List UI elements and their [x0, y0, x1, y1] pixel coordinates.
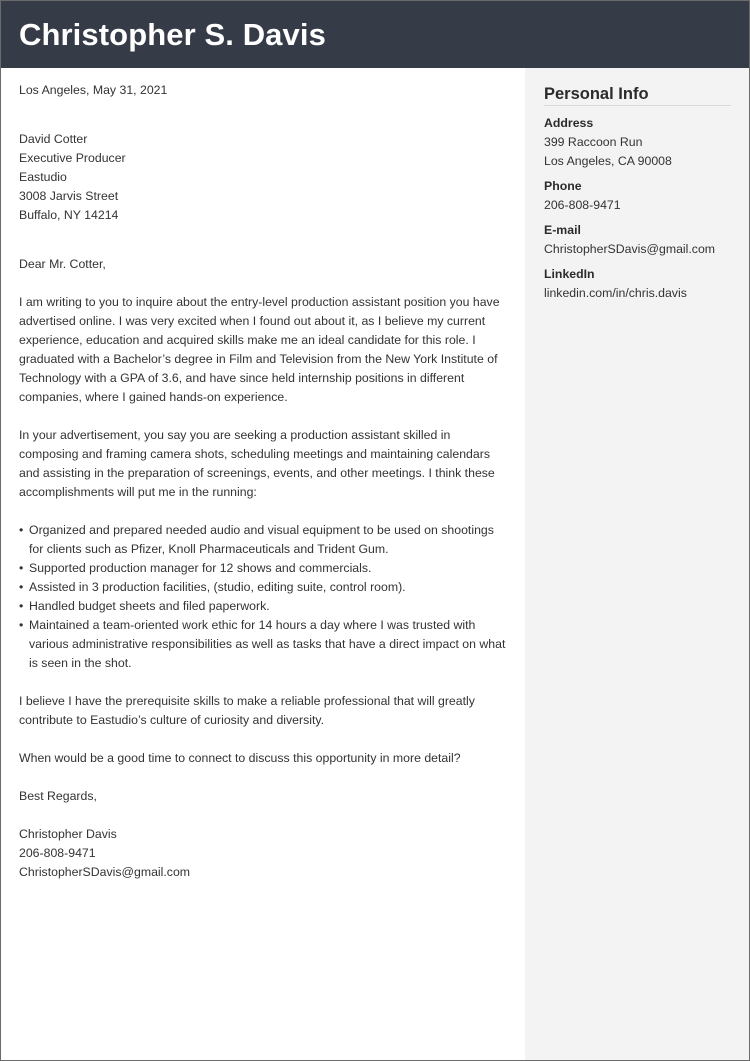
phone-value: 206-808-9471 [544, 198, 621, 212]
list-item: • Supported production manager for 12 shows and commercials. [19, 559, 509, 578]
salutation: Dear Mr. Cotter, [19, 257, 106, 271]
closing: Best Regards, [19, 789, 97, 803]
address-label: Address [544, 116, 594, 130]
place-date: Los Angeles, May 31, 2021 [19, 83, 168, 97]
phone-label: Phone [544, 179, 582, 193]
accomplishments-list [19, 521, 509, 673]
personal-info-sidebar [525, 68, 749, 1060]
paragraph-intro: I am writing to you to inquire about the entry-level production assistant position you have advertised online. I was very excited when I found out about it, as I believe my current experience, education and acquired skills make me an ideal candidate for this role. I graduated with a Bachelor’s degree in Film and Television from the New York Institute of Technology with a GPA of 3.6, and have since held internship positions in different companies, where I gained hands-on experience. [19, 295, 500, 404]
recipient-title: Executive Producer [19, 151, 126, 165]
paragraph-advertisement: In your advertisement, you say you are seeking a production assistant skilled in composing and framing camera shots, scheduling meetings and maintaining calendars and assisting in the preparation of screenings, events, and other meetings. I think these accomplishments will put me in the running: [19, 428, 495, 499]
linkedin-value: linkedin.com/in/chris.davis [544, 286, 687, 300]
applicant-name: Christopher S. Davis [19, 17, 326, 52]
list-item: • Assisted in 3 production facilities, (studio, editing suite, control room). [19, 578, 509, 597]
address-line-2: Los Angeles, CA 90008 [544, 154, 672, 168]
recipient-street: 3008 Jarvis Street [19, 189, 119, 203]
signature-name: Christopher Davis [19, 827, 117, 841]
paragraph-closing: I believe I have the prerequisite skills to make a reliable professional that will greatly contribute to Eastudio’s culture of curiosity and diversity. [19, 694, 475, 727]
header-banner [1, 1, 749, 68]
recipient-company: Eastudio [19, 170, 67, 184]
recipient-block [19, 130, 509, 225]
recipient-name: David Cotter [19, 132, 88, 146]
list-item: • Maintained a team-oriented work ethic for 14 hours a day where I was trusted with various administrative responsibilities as well as tasks that have a direct impact on what is seen in the shot. [19, 616, 509, 673]
signature-phone: 206-808-9471 [19, 846, 96, 860]
address-line-1: 399 Raccoon Run [544, 135, 643, 149]
list-item: • Organized and prepared needed audio and visual equipment to be used on shootings for clients such as Pfizer, Knoll Pharmaceuticals and Trident Gum. [19, 521, 509, 559]
letter-body [19, 68, 509, 882]
paragraph-question: When would be a good time to connect to discuss this opportunity in more detail? [19, 751, 461, 765]
signature-block [19, 825, 509, 882]
email-value: ChristopherSDavis@gmail.com [544, 242, 716, 256]
email-label: E-mail [544, 223, 581, 237]
linkedin-label: LinkedIn [544, 267, 595, 281]
list-item: • Handled budget sheets and filed paperwork. [19, 597, 509, 616]
recipient-city: Buffalo, NY 14214 [19, 208, 119, 222]
signature-email: ChristopherSDavis@gmail.com [19, 865, 191, 879]
sidebar-title: Personal Info [544, 84, 731, 106]
